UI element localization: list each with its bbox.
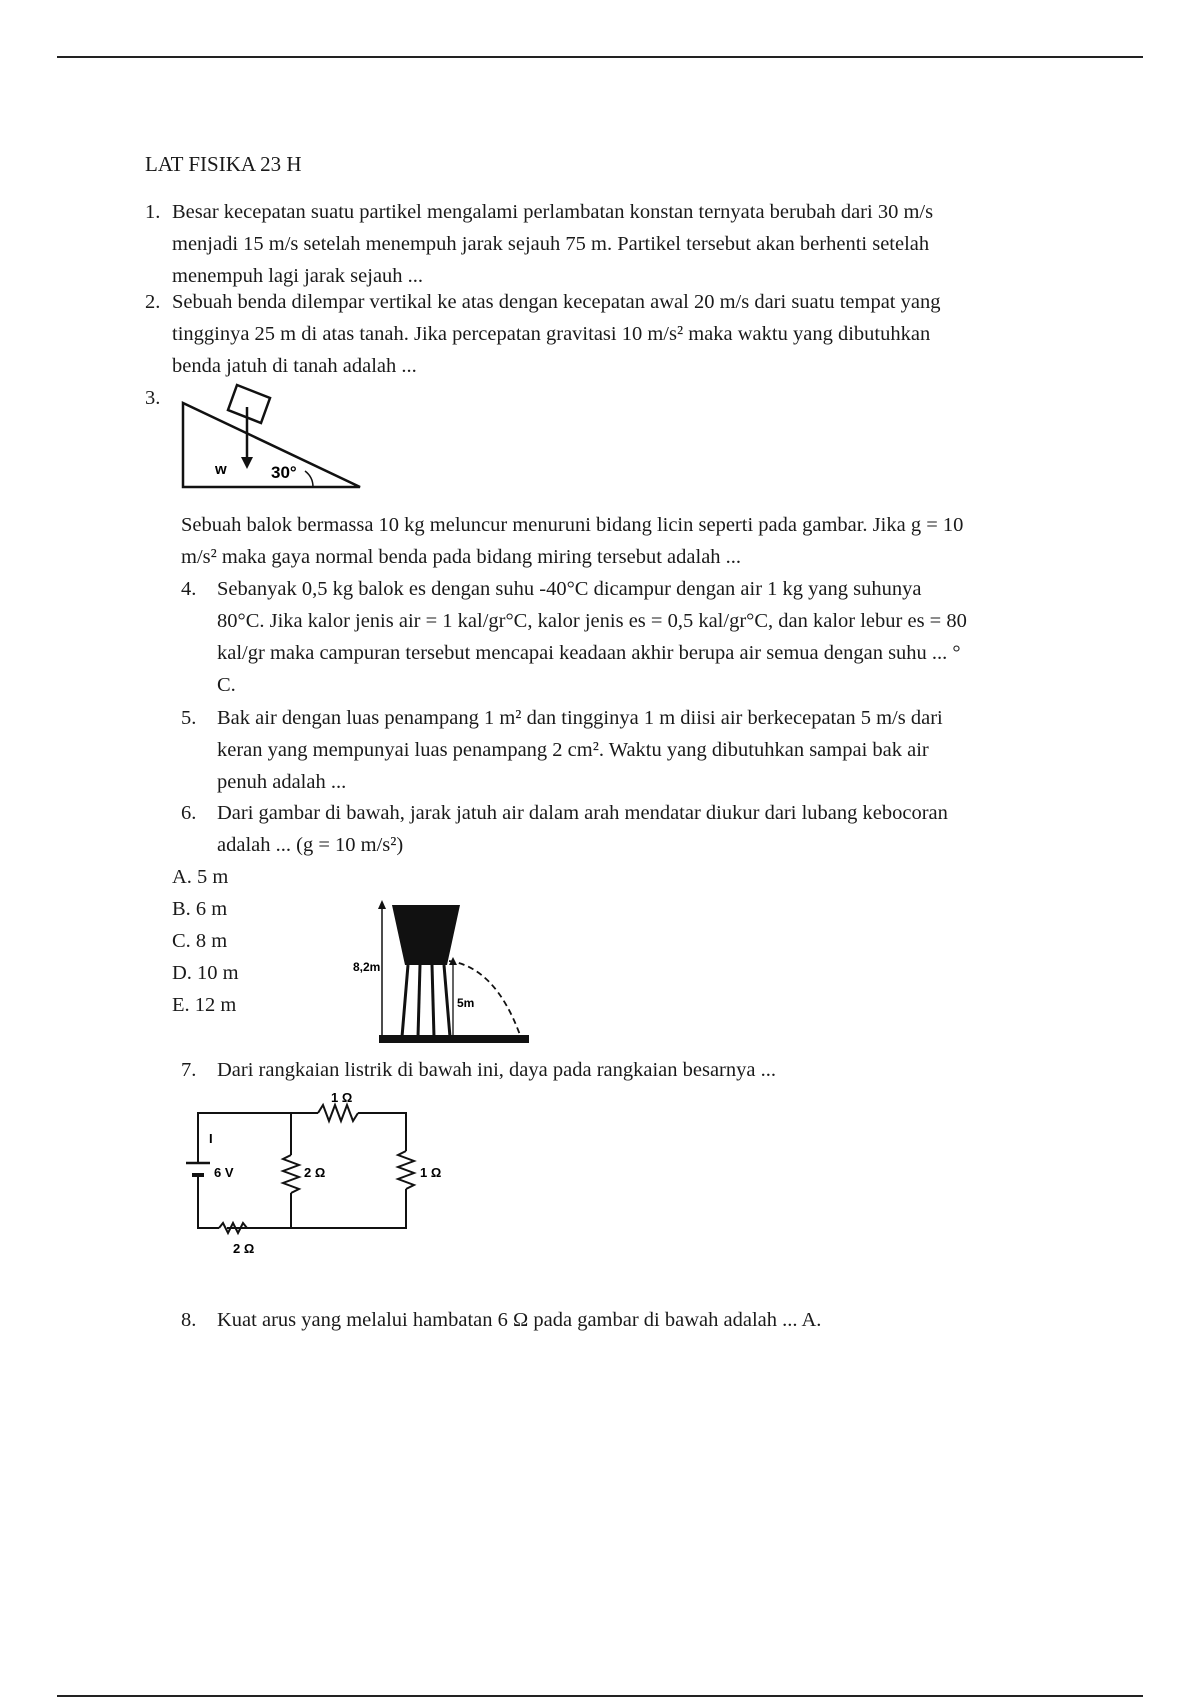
q8-text (217, 1304, 1087, 1336)
option-a: A. 5 m (172, 866, 229, 888)
q3-number: 3. (145, 387, 161, 409)
bottom-rule (57, 1695, 1143, 1697)
q4-line: kal/gr maka campuran tersebut mencapai keadaan akhir berupa air semua dengan suhu ... ° (217, 642, 961, 664)
label-r-mid: 2 Ω (304, 1165, 326, 1180)
q1-line: menjadi 15 m/s setelah menempuh jarak sejauh 75 m. Partikel tersebut akan berhenti setelah (172, 233, 930, 255)
weight-label: w (215, 461, 227, 478)
option-c: C. 8 m (172, 930, 228, 952)
wire (253, 1189, 406, 1228)
q1-line: menempuh lagi jarak sejauh ... (172, 265, 424, 287)
q6-line: Dari gambar di bawah, jarak jatuh air dalam arah mendatar diukur dari lubang kebocoran (217, 802, 948, 824)
q6-line: adalah ... (g = 10 m/s²) (217, 834, 404, 856)
q4-line: 80°C. Jika kalor jenis air = 1 kal/gr°C, kalor jenis es = 0,5 kal/gr°C, dan kalor lebur es = 80 (217, 610, 967, 632)
angle-arc (305, 471, 313, 487)
q6-text (217, 797, 1087, 861)
q4-line: C. (217, 674, 236, 696)
q5-line: Bak air dengan luas penampang 1 m² dan tingginya 1 m diisi air berkecepatan 5 m/s dari (217, 707, 943, 729)
option-b: B. 6 m (172, 898, 228, 920)
water-tank-figure (345, 895, 535, 1050)
q2-number: 2. (145, 291, 161, 313)
q2-line: benda jatuh di tanah adalah ... (172, 355, 417, 377)
wire (358, 1113, 406, 1151)
q3-line: Sebuah balok bermassa 10 kg meluncur menuruni bidang licin seperti pada gambar. Jika g = 10 (181, 514, 964, 536)
tank (392, 905, 460, 965)
block (228, 385, 270, 423)
q3-text (181, 509, 1087, 573)
q5-number: 5. (181, 707, 197, 729)
height-arrow-top (378, 900, 386, 909)
q4-number: 4. (181, 578, 197, 600)
angle-label: 30° (271, 463, 297, 482)
page-title: LAT FISIKA 23 H (145, 152, 302, 176)
option-d: D. 10 m (172, 962, 239, 984)
wire (198, 1113, 318, 1155)
resistor-right (398, 1151, 414, 1189)
q2-line: Sebuah benda dilempar vertikal ke atas dengan kecepatan awal 20 m/s dari suatu tempat yang (172, 291, 941, 313)
hole-height-label: 5m (457, 996, 475, 1010)
tank-leg (432, 965, 434, 1037)
tank-leg (444, 965, 450, 1037)
label-r-right: 1 Ω (420, 1165, 442, 1180)
q8-number: 8. (181, 1309, 197, 1331)
q5-line: keran yang mempunyai luas penampang 2 cm². Waktu yang dibutuhkan sampai bak air (217, 739, 929, 761)
q7-number: 7. (181, 1059, 197, 1081)
ground (379, 1035, 529, 1043)
circuit-figure (183, 1090, 443, 1263)
q3-line: m/s² maka gaya normal benda pada bidang miring tersebut adalah ... (181, 546, 742, 568)
q1-line: Besar kecepatan suatu partikel mengalami perlambatan konstan ternyata berubah dari 30 m/s (172, 201, 934, 223)
q5-line: penuh adalah ... (217, 771, 347, 793)
q1-text (172, 196, 1087, 292)
wire (198, 1179, 219, 1228)
weight-arrowhead (241, 457, 253, 469)
height-label: 8,2m (353, 960, 381, 974)
label-emf: 6 V (214, 1165, 234, 1180)
q4-line: Sebanyak 0,5 kg balok es dengan suhu -40°C dicampur dengan air 1 kg yang suhunya (217, 578, 922, 600)
q8-line: Kuat arus yang melalui hambatan 6 Ω pada gambar di bawah adalah ... A. (217, 1309, 822, 1331)
q2-line: tingginya 25 m di atas tanah. Jika percepatan gravitasi 10 m/s² maka waktu yang dibutuhkan (172, 323, 931, 345)
label-r-top: 1 Ω (331, 1090, 353, 1105)
label-current: I (209, 1131, 213, 1146)
q7-text (217, 1054, 1087, 1086)
option-e: E. 12 m (172, 994, 237, 1016)
q6-number: 6. (181, 802, 197, 824)
incline-figure (175, 385, 375, 495)
q1-number: 1. (145, 201, 161, 223)
resistor-top (318, 1105, 358, 1121)
top-rule (57, 56, 1143, 58)
tank-leg (402, 965, 408, 1037)
q4-text (217, 573, 1087, 701)
tank-leg (418, 965, 420, 1037)
q7-line: Dari rangkaian listrik di bawah ini, daya pada rangkaian besarnya ... (217, 1059, 776, 1081)
q5-text (217, 702, 1087, 798)
label-r-bottom: 2 Ω (233, 1241, 255, 1256)
resistor-middle (283, 1155, 299, 1193)
q2-text (172, 286, 1087, 382)
